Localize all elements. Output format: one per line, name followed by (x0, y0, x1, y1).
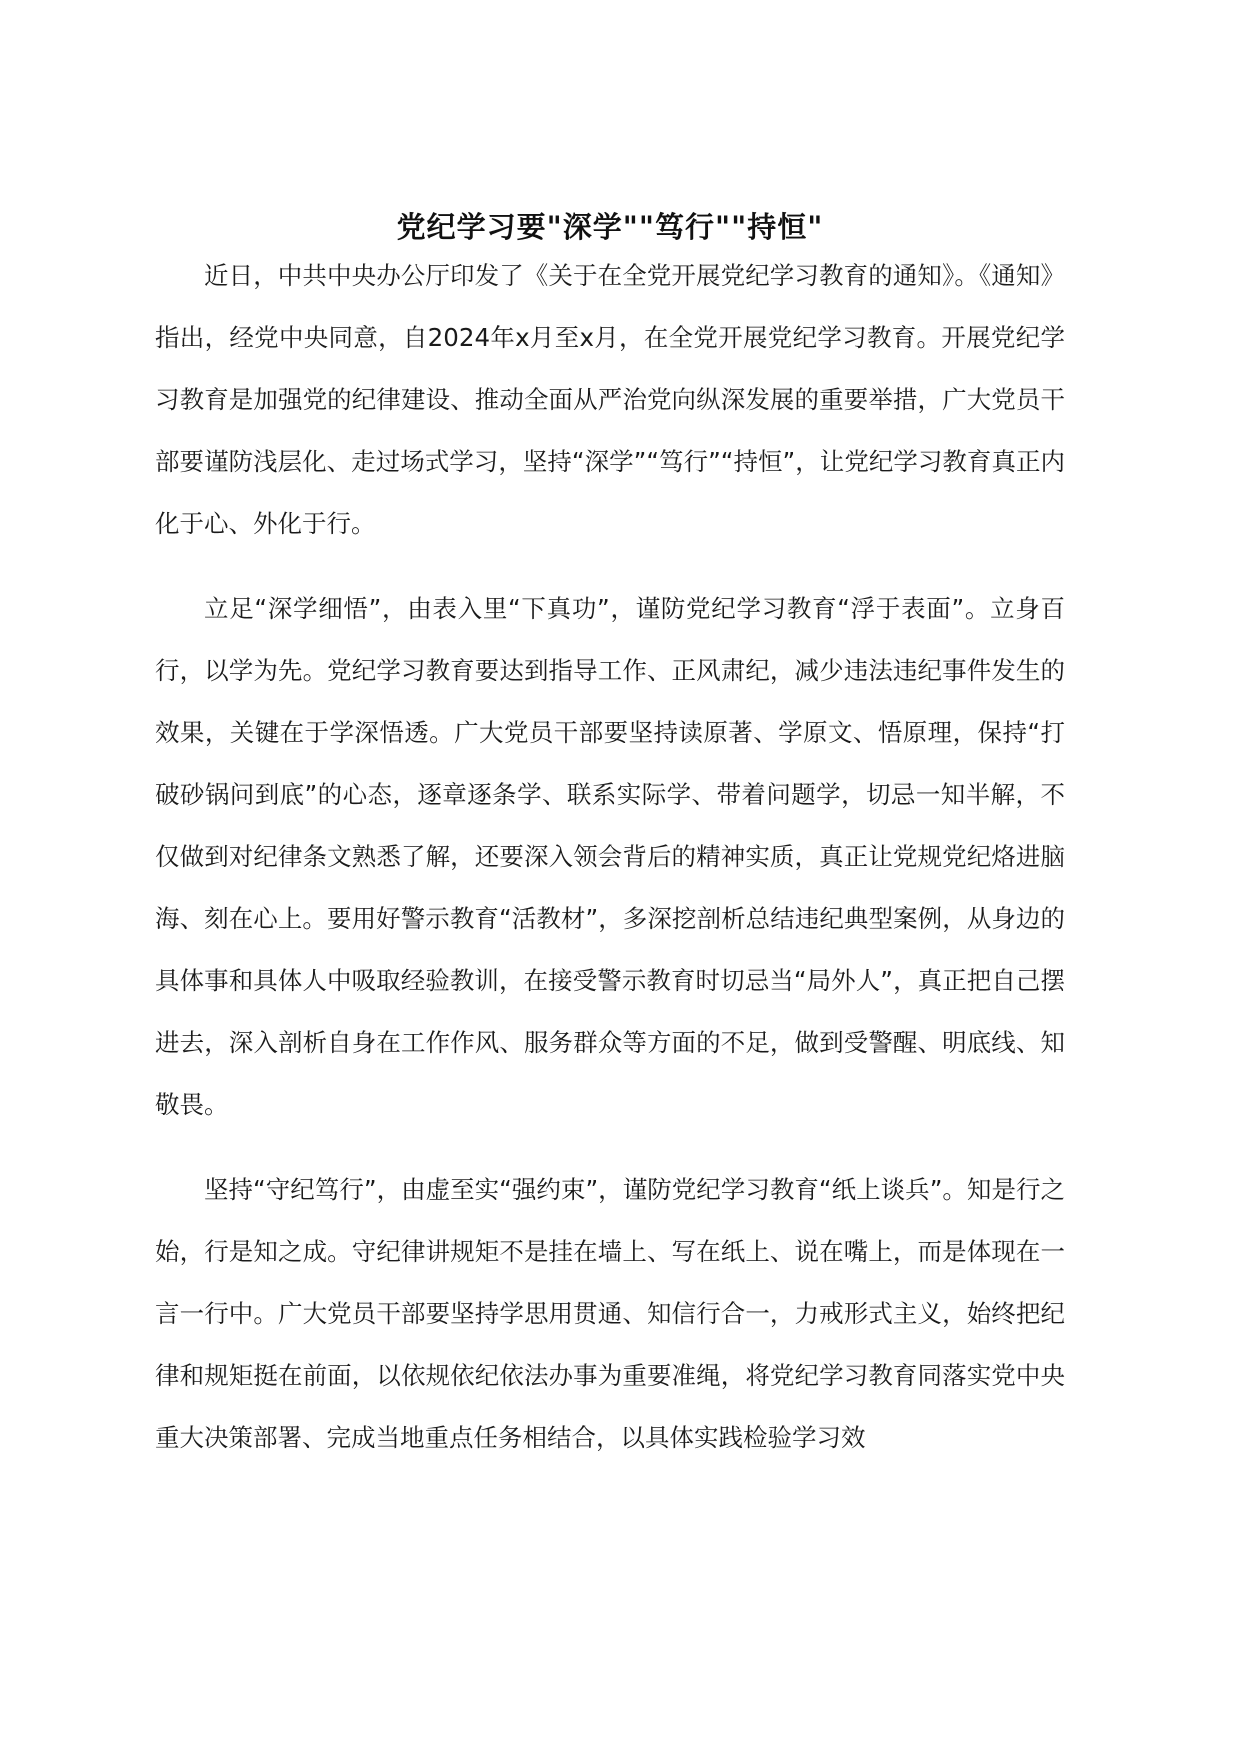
paragraph-deep-study: 立足“深学细悟”，由表入里“下真功”，谨防党纪学习教育“浮于表面”。立身百行，以学为先。党纪学习教育要达到指导工作、正风肃纪，减少违法违纪事件发生的效果，关键在于学深悟透。广大党员干部要坚持读原著、学原文、悟原理，保持“打破砂锅问到底”的心态，逐章逐条学、联系实际学、带着问题学，切忌一知半解，不仅做到对纪律条文熟悉了解，还要深入领会背后的精神实质，真正让党规党纪烙进脑海、刻在心上。要用好警示教育“活教材”，多深挖剖析总结违纪典型案例，从身边的具体事和具体人中吸取经验教训，在接受警示教育时切忌当“局外人”，真正把自己摆进去，深入剖析自身在工作作风、服务群众等方面的不足，做到受警醒、明底线、知敬畏。 (155, 594, 1065, 1119)
paragraph-intro: 近日，中共中央办公厅印发了《关于在全党开展党纪学习教育的通知》。《通知》指出，经党中央同意，自2024年x月至x月，在全党开展党纪学习教育。开展党纪学习教育是加强党的纪律建设、推动全面从严治党向纵深发展的重要举措，广大党员干部要谨防浅层化、走过场式学习，坚持“深学”“笃行”“持恒”，让党纪学习教育真正内化于心、外化于行。 (155, 261, 1065, 538)
document-body (155, 245, 1065, 1492)
paragraph-practice: 坚持“守纪笃行”，由虚至实“强约束”，谨防党纪学习教育“纸上谈兵”。知是行之始，行是知之成。守纪律讲规矩不是挂在墙上、写在纸上、说在嘴上，而是体现在一言一行中。广大党员干部要坚持学思用贯通、知信行合一，力戒形式主义，始终把纪律和规矩挺在前面，以依规依纪依法办事为重要准绳，将党纪学习教育同落实党中央重大决策部署、完成当地重点任务相结合，以具体实践检验学习效 (155, 1175, 1065, 1452)
page-title: 党纪学习要"深学""笃行""持恒" (396, 210, 824, 245)
